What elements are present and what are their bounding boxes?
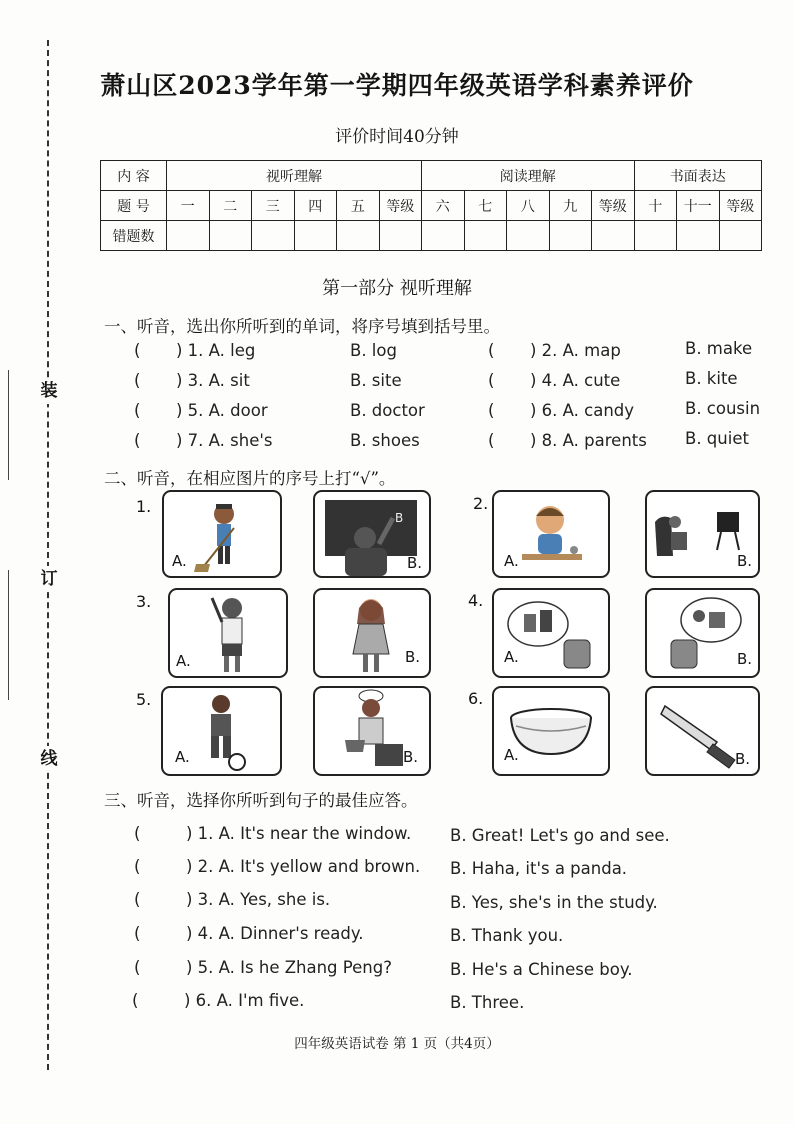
response-option-b: B. Yes, she's in the study.: [450, 893, 658, 912]
score-table-item: 八: [507, 191, 550, 221]
score-table-item: 九: [549, 191, 592, 221]
svg-text:B: B: [395, 511, 404, 525]
option-b: B. cousin: [685, 399, 761, 418]
answer-bracket[interactable]: (: [134, 371, 141, 390]
picture-knife[interactable]: [645, 686, 760, 776]
response-question-4: ) 4. A. Dinner's ready.: [186, 924, 364, 943]
response-question-1: ) 1. A. It's near the window.: [186, 824, 412, 843]
option-b: B. kite: [685, 369, 738, 388]
option-b-label: B.: [405, 648, 421, 666]
error-count-cell[interactable]: [294, 221, 337, 251]
score-table-item: 一: [167, 191, 210, 221]
option-b-label: B.: [737, 552, 753, 570]
response-option-b: B. Haha, it's a panda.: [450, 859, 628, 878]
option-b: B. quiet: [685, 429, 749, 448]
picture-question-number: 6.: [468, 689, 484, 708]
error-count-cell[interactable]: [592, 221, 635, 251]
response-option-b: B. Three.: [450, 993, 525, 1012]
question-3: ) 3. A. sit: [176, 371, 250, 390]
answer-bracket[interactable]: (: [488, 371, 495, 390]
response-option-b: B. Thank you.: [450, 926, 564, 945]
score-table-label: 错题数: [101, 221, 167, 251]
option-a-label: A.: [504, 552, 519, 570]
question-5: ) 5. A. door: [176, 401, 268, 420]
binding-dashed-line: [47, 40, 49, 1070]
binding-char-zhuang: 装: [38, 378, 60, 404]
scan-edge-mark: [8, 570, 9, 700]
picture-think-bag-books[interactable]: [492, 588, 610, 678]
part1-title: 第一部分 视听理解: [322, 278, 472, 299]
picture-teacher-blackboard[interactable]: [313, 490, 431, 578]
answer-bracket[interactable]: (: [134, 401, 141, 420]
score-table-item: 七: [464, 191, 507, 221]
option-b: B. log: [350, 341, 397, 360]
score-table-row-errors: [101, 221, 762, 251]
binding-char-ding: 订: [38, 566, 60, 592]
score-table-item: 六: [422, 191, 465, 221]
picture-watching-tv[interactable]: [645, 490, 760, 578]
page-footer: 四年级英语试卷 第 1 页（共4页）: [294, 1036, 500, 1052]
option-b: B. make: [685, 339, 753, 358]
answer-bracket[interactable]: (: [134, 824, 141, 843]
option-b-label: B.: [737, 650, 753, 668]
score-table-label: 内 容: [101, 161, 167, 191]
option-a-label: A.: [172, 552, 187, 570]
option-a-label: A.: [175, 748, 190, 766]
answer-bracket[interactable]: (: [134, 857, 141, 876]
answer-bracket[interactable]: (: [488, 431, 495, 450]
picture-think-bag-toys[interactable]: [645, 588, 760, 678]
score-table-group: 视听理解: [167, 161, 422, 191]
option-b: B. site: [350, 371, 402, 390]
response-question-5: ) 5. A. Is he Zhang Peng?: [186, 958, 392, 977]
error-count-cell[interactable]: [422, 221, 465, 251]
question-4: ) 4. A. cute: [530, 371, 621, 390]
score-table-label: 题 号: [101, 191, 167, 221]
question-8: ) 8. A. parents: [530, 431, 647, 450]
picture-girl-football[interactable]: [161, 686, 282, 776]
section1-title: 一、听音，选出你所听到的单词，将序号填到括号里。: [104, 317, 500, 336]
error-count-cell[interactable]: [549, 221, 592, 251]
error-count-cell[interactable]: [167, 221, 210, 251]
response-option-b: B. Great! Let's go and see.: [450, 826, 670, 845]
answer-bracket[interactable]: (: [132, 991, 139, 1010]
score-table-row-content: [101, 161, 762, 191]
question-6: ) 6. A. candy: [530, 401, 635, 420]
picture-question-number: 3.: [136, 592, 152, 611]
response-question-6: ) 6. A. I'm five.: [184, 991, 305, 1010]
question-7: ) 7. A. she's: [176, 431, 273, 450]
error-count-cell[interactable]: [507, 221, 550, 251]
picture-girl-shy[interactable]: [313, 588, 431, 678]
option-a-label: A.: [176, 652, 191, 670]
picture-bowl[interactable]: [492, 686, 610, 776]
picture-girl-cooking[interactable]: [313, 686, 431, 776]
score-table-item: 三: [252, 191, 295, 221]
answer-bracket[interactable]: (: [134, 431, 141, 450]
scan-edge-mark: [8, 370, 9, 480]
exam-title: 萧山区2023学年第一学期四年级英语学科素养评价: [100, 71, 694, 100]
option-b-label: B.: [407, 554, 423, 572]
score-table-item: 等级: [379, 191, 422, 221]
section3-title: 三、听音，选择你所听到句子的最佳应答。: [104, 791, 418, 810]
picture-question-number: 1.: [136, 497, 152, 516]
option-a-label: A.: [504, 746, 519, 764]
response-question-2: ) 2. A. It's yellow and brown.: [186, 857, 421, 876]
picture-question-number: 4.: [468, 591, 484, 610]
section2-title: 二、听音，在相应图片的序号上打“√”。: [104, 469, 396, 488]
score-table-group: 阅读理解: [422, 161, 635, 191]
picture-question-number: 2.: [473, 494, 489, 513]
score-table-item: 等级: [592, 191, 635, 221]
score-table-row-number: [101, 191, 762, 221]
question-2: ) 2. A. map: [530, 341, 621, 360]
error-count-cell[interactable]: [634, 221, 677, 251]
score-table-item: 等级: [719, 191, 762, 221]
score-table: [100, 160, 762, 251]
option-b-label: B.: [403, 748, 419, 766]
answer-bracket[interactable]: (: [134, 958, 141, 977]
score-table-item: 二: [209, 191, 252, 221]
answer-bracket[interactable]: (: [488, 401, 495, 420]
response-option-b: B. He's a Chinese boy.: [450, 960, 633, 979]
option-b-label: B.: [735, 750, 751, 768]
score-table-item: 四: [294, 191, 337, 221]
exam-time: 评价时间40分钟: [335, 127, 459, 147]
error-count-cell[interactable]: [464, 221, 507, 251]
error-count-cell[interactable]: [379, 221, 422, 251]
picture-boy-waving[interactable]: [168, 588, 288, 678]
option-b: B. doctor: [350, 401, 425, 420]
error-count-cell[interactable]: [252, 221, 295, 251]
error-count-cell[interactable]: [719, 221, 762, 251]
answer-bracket[interactable]: (: [134, 341, 141, 360]
option-b: B. shoes: [350, 431, 420, 450]
error-count-cell[interactable]: [337, 221, 380, 251]
option-a-label: A.: [504, 648, 519, 666]
score-table-item: 十: [634, 191, 677, 221]
error-count-cell[interactable]: [209, 221, 252, 251]
score-table-item: 五: [337, 191, 380, 221]
answer-bracket[interactable]: (: [134, 890, 141, 909]
answer-bracket[interactable]: (: [488, 341, 495, 360]
response-question-3: ) 3. A. Yes, she is.: [186, 890, 331, 909]
picture-boy-sweeping[interactable]: [162, 490, 282, 578]
picture-question-number: 5.: [136, 690, 152, 709]
answer-bracket[interactable]: (: [134, 924, 141, 943]
score-table-group: 书面表达: [634, 161, 762, 191]
score-table-item: 十一: [677, 191, 720, 221]
question-1: ) 1. A. leg: [176, 341, 256, 360]
binding-char-xian: 线: [38, 746, 60, 772]
picture-child-sitting[interactable]: [492, 490, 610, 578]
error-count-cell[interactable]: [677, 221, 720, 251]
